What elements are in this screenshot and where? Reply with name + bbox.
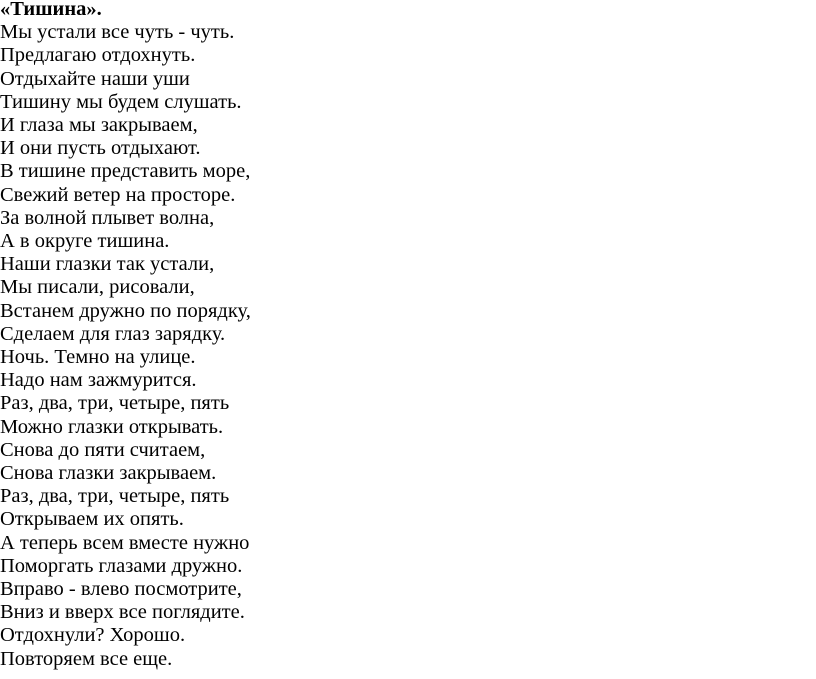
poem-line: Открываем их опять. <box>0 508 184 531</box>
poem-line: Отдохнули? Хорошо. <box>0 624 186 647</box>
poem-line: Встанем дружно по порядку, <box>0 299 251 322</box>
poem-line: А теперь всем вместе нужно <box>0 531 250 554</box>
poem-line: Можно глазки открывать. <box>0 415 224 438</box>
poem-line: Раз, два, три, четыре, пять <box>0 485 230 508</box>
poem-line: Сделаем для глаз зарядку. <box>0 322 226 345</box>
poem-line: Наши глазки так устали, <box>0 253 215 276</box>
poem-line: Отдыхайте наши уши <box>0 67 190 90</box>
poem-line: Раз, два, три, четыре, пять <box>0 392 230 415</box>
poem-line: Поморгать глазами дружно. <box>0 554 243 577</box>
poem-line: Снова глазки закрываем. <box>0 462 217 485</box>
poem-line: Свежий ветер на просторе. <box>0 183 236 206</box>
poem-title: «Тишина». <box>0 0 102 20</box>
poem-line: Вправо - влево посмотрите, <box>0 578 242 601</box>
poem-line: В тишине представить море, <box>0 160 251 183</box>
poem-line: Вниз и вверх все поглядите. <box>0 601 245 624</box>
poem-line: Предлагаю отдохнуть. <box>0 44 196 67</box>
poem-line: За волной плывет волна, <box>0 206 215 229</box>
poem-line: И глаза мы закрываем, <box>0 114 198 137</box>
poem-line: И они пусть отдыхают. <box>0 137 201 160</box>
poem-line: Снова до пяти считаем, <box>0 438 206 461</box>
poem-line: Мы писали, рисовали, <box>0 276 195 299</box>
poem-line: Мы устали все чуть - чуть. <box>0 21 235 44</box>
poem-line: Ночь. Темно на улице. <box>0 346 196 369</box>
poem-line: Повторяем все еще. <box>0 647 173 670</box>
poem-line: Тишину мы будем слушать. <box>0 90 242 113</box>
poem-line: А в округе тишина. <box>0 230 170 253</box>
poem-line: Надо нам зажмурится. <box>0 369 197 392</box>
